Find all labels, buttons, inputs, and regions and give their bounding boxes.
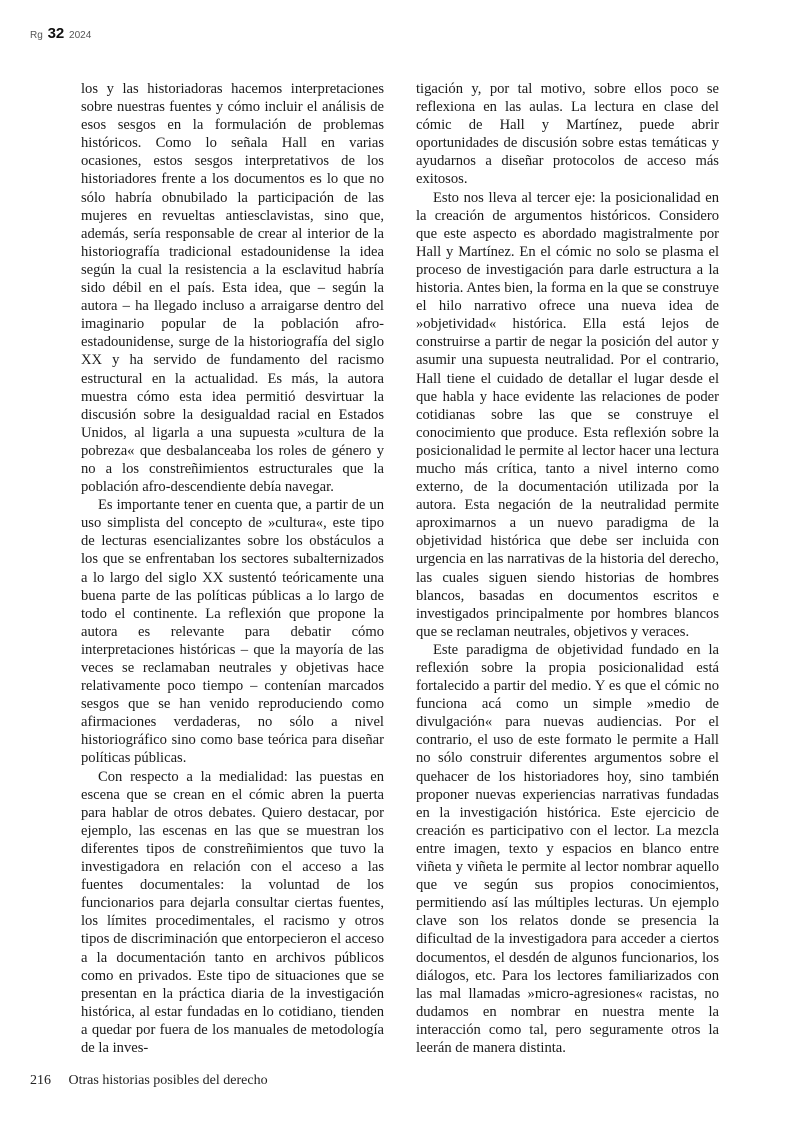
journal-number: 32 (47, 25, 65, 42)
paragraph: Con respecto a la medialidad: las puestas en escena que se crean en el cómic abren la puerta para hablar de otros debates. Quiero destacar, por ejemplo, las escenas en las que se muestran los diferentes tipos de constreñimientos que tuvo la investigadora en relación con el acceso a las fuentes documentales: la voluntad de los funcionarios para dejarla consultar ciertas fuentes, los límites procedimentales, el racismo y otros tipos de discriminación que entorpecieron el acceso a la documentación tanto en archivos públicos como en privados. Este tipo de situaciones que se presentan en la práctica diaria de la investigación histórica, al estar fundadas en lo cotidiano, tienden a quedar por fuera de los manuales de metodología de la inves- (81, 768, 384, 1056)
paragraph: Es importante tener en cuenta que, a partir de un uso simplista del concepto de »cultura«, este tipo de lecturas esencializantes sobre los obstáculos a los que se enfrentaban los sectores subalternizados a lo largo del siglo XX sustentó teóricamente una buena parte de las políticas públicas a lo largo de todo el continente. La reflexión que propone la autora es relevante para debatir cómo interpretaciones históricas – que la mayoría de las veces se reclamaban neutrales y objetivas hace relativamente poco tiempo – contenían marcados sesgos que se han venido reproduciendo como afirmaciones verdaderas, no sólo a nivel historiográfico sino como base teórica para diseñar políticas públicas. (81, 497, 384, 767)
journal-abbrev: Rg (30, 30, 43, 41)
journal-year: 2024 (69, 30, 92, 41)
running-header (30, 26, 91, 44)
paragraph: Esto nos lleva al tercer eje: la posicionalidad en la creación de argumentos históricos. Considero que este aspecto es abordado magistralmente por Hall y Martínez. En el cómic no solo se plasma el proceso de investigación para darle estructura a la historia. Antes bien, la forma en la que se construye el hilo narrativo ofrece una nueva idea de »objetividad« histórica. Ella está lejos de construirse a partir de negar la posición del autor y asumir una supuesta neutralidad. Por el contrario, Hall tiene el cuidado de detallar el lugar desde el que habla y hace evidente las relaciones de poder cotidianas sobre las que se construye el conocimiento que produce. Esta reflexión sobre la posicionalidad le permite al lector hacer una lectura mucho más crítica, tanto a nivel interno como externo, de la documentación utilizada por la autora. Esta negación de la neutralidad permite aproximarnos a un nuevo paradigma de la objetividad histórica que debe ser incluida con urgencia en las narrativas de la historia del derecho, las cuales siguen siendo historias de hombres blancos, basadas en documentos escritos e investigados principalmente por hombres blancos que se reclaman neutrales, objetivos y veraces. (416, 189, 719, 640)
paragraph: Este paradigma de objetividad fundado en la reflexión sobre la propia posicionalidad está fortalecido a partir del medio. Y es que el cómic no funciona acá como un simple »medio de divulgación« para nuevas audiencias. Por el contrario, el uso de este formato le permite a Hall no sólo construir diferentes argumentos sobre el quehacer de los historiadores hoy, sino también proponer nuevas experiencias narrativas fundadas en la investigación histórica. Este ejercicio de creación es participativo con el lector. La mezcla entre imagen, texto y espacios en blanco entre viñeta y viñeta le permite al lector nombrar aquello que ve según sus propios conocimientos, permitiendo así las múltiples lecturas. Un ejemplo clave son los relatos donde se presencia la dificultad de la investigadora para acceder a ciertos documentos, el desdén de algunos funcionarios, los diálogos, etc. Para los lectores familiarizados con las mal llamadas »micro-agresiones« racistas, no dudamos en nombrar en nuestra mente la interacción como tal, pero seguramente otros la leerán de manera distinta. (416, 641, 719, 1056)
left-column (81, 80, 384, 1057)
running-title: Otras historias posibles del derecho (68, 1073, 268, 1088)
paragraph: tigación y, por tal motivo, sobre ellos poco se reflexiona en las aulas. La lectura en clase del cómic de Hall y Martínez, puede abrir oportunidades de discusión sobre estas temáticas y ayudarnos a diseñar protocolos de acceso más exitosos. (416, 81, 719, 188)
right-column (416, 80, 719, 1057)
paragraph: los y las historiadoras hacemos interpretaciones sobre nuestras fuentes y cómo incluir el análisis de esos sesgos en la formulación de problemas históricos. Como lo señala Hall en varias ocasiones, estos sesgos interpretativos de los historiadores frente a los documentos es lo que no sólo habría obnubilado la participación de las mujeres en revueltas antiesclavistas, sino que, además, sería responsable de crear al interior de la historiografía tradicional estadounidense la idea según la cual la resistencia a la esclavitud habría sido débil en el país. Esta idea, que – según la autora – ha llegado incluso a arraigarse dentro del imaginario popular de la población afro-estadounidense, surge de la historiografía del siglo XX y ha servido de fundamento del racismo estructural en la actualidad. Es más, la autora muestra cómo esta idea permitió desvirtuar la discusión sobre la desigualdad racial en Estados Unidos, al ligarla a una supuesta »cultura de la pobreza« que desbalanceaba los roles de género y no a los constreñimientos estructurales que la población afro-descendiente debía navegar. (81, 81, 384, 496)
page-number: 216 (30, 1073, 51, 1088)
page-footer (30, 1073, 268, 1089)
